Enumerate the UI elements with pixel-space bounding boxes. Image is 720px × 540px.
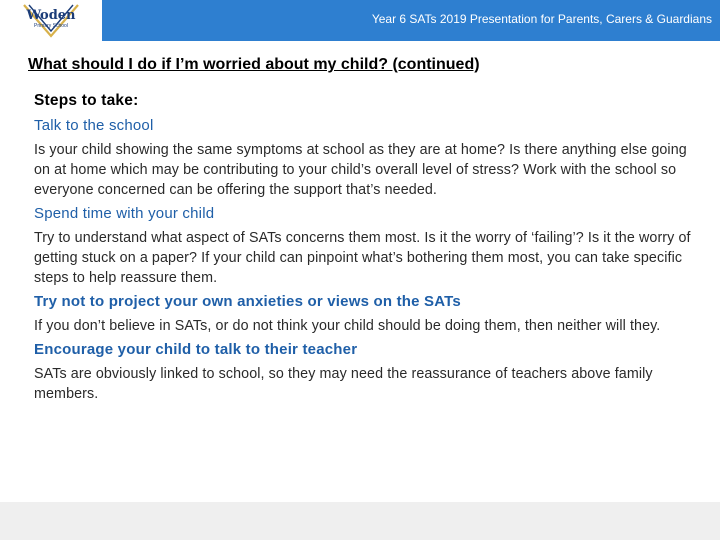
slide-title: What should I do if I’m worried about my child? (continued) bbox=[28, 56, 480, 73]
school-logo bbox=[0, 0, 102, 41]
slide-content bbox=[34, 92, 694, 409]
logo-subtitle: Primary School bbox=[34, 23, 68, 29]
steps-heading: Steps to take: bbox=[34, 92, 139, 109]
step-heading: Spend time with your child bbox=[34, 205, 215, 222]
step-heading: Encourage your child to talk to their teacher bbox=[34, 341, 358, 358]
step-body: If you don’t believe in SATs, or do not think your child should be doing them, then neither will they. bbox=[34, 318, 661, 334]
step-heading: Try not to project your own anxieties or views on the SATs bbox=[34, 293, 461, 310]
step-body: SATs are obviously linked to school, so they may need the reassurance of teachers above family members. bbox=[34, 366, 653, 402]
logo-name: Woden bbox=[26, 8, 76, 23]
step-heading: Talk to the school bbox=[34, 117, 154, 134]
step-body: Try to understand what aspect of SATs concerns them most. Is it the worry of ‘failing’? Is it the worry of getting stuck on a paper? If your child can pinpoint what’s bothering them most, you can take specific steps to help reassure them. bbox=[34, 230, 691, 286]
footer-bar bbox=[0, 502, 720, 540]
step-body: Is your child showing the same symptoms at school as they are at home? Is there anything else going on at home which may be contributing to your child’s overall level of stress? Work with the school so everyone concerned can be offering the support that’s needed. bbox=[34, 142, 687, 198]
school-crest-icon bbox=[22, 2, 80, 39]
header-bar bbox=[0, 0, 720, 41]
presentation-title: Year 6 SATs 2019 Presentation for Parents, Carers & Guardians bbox=[371, 12, 712, 26]
